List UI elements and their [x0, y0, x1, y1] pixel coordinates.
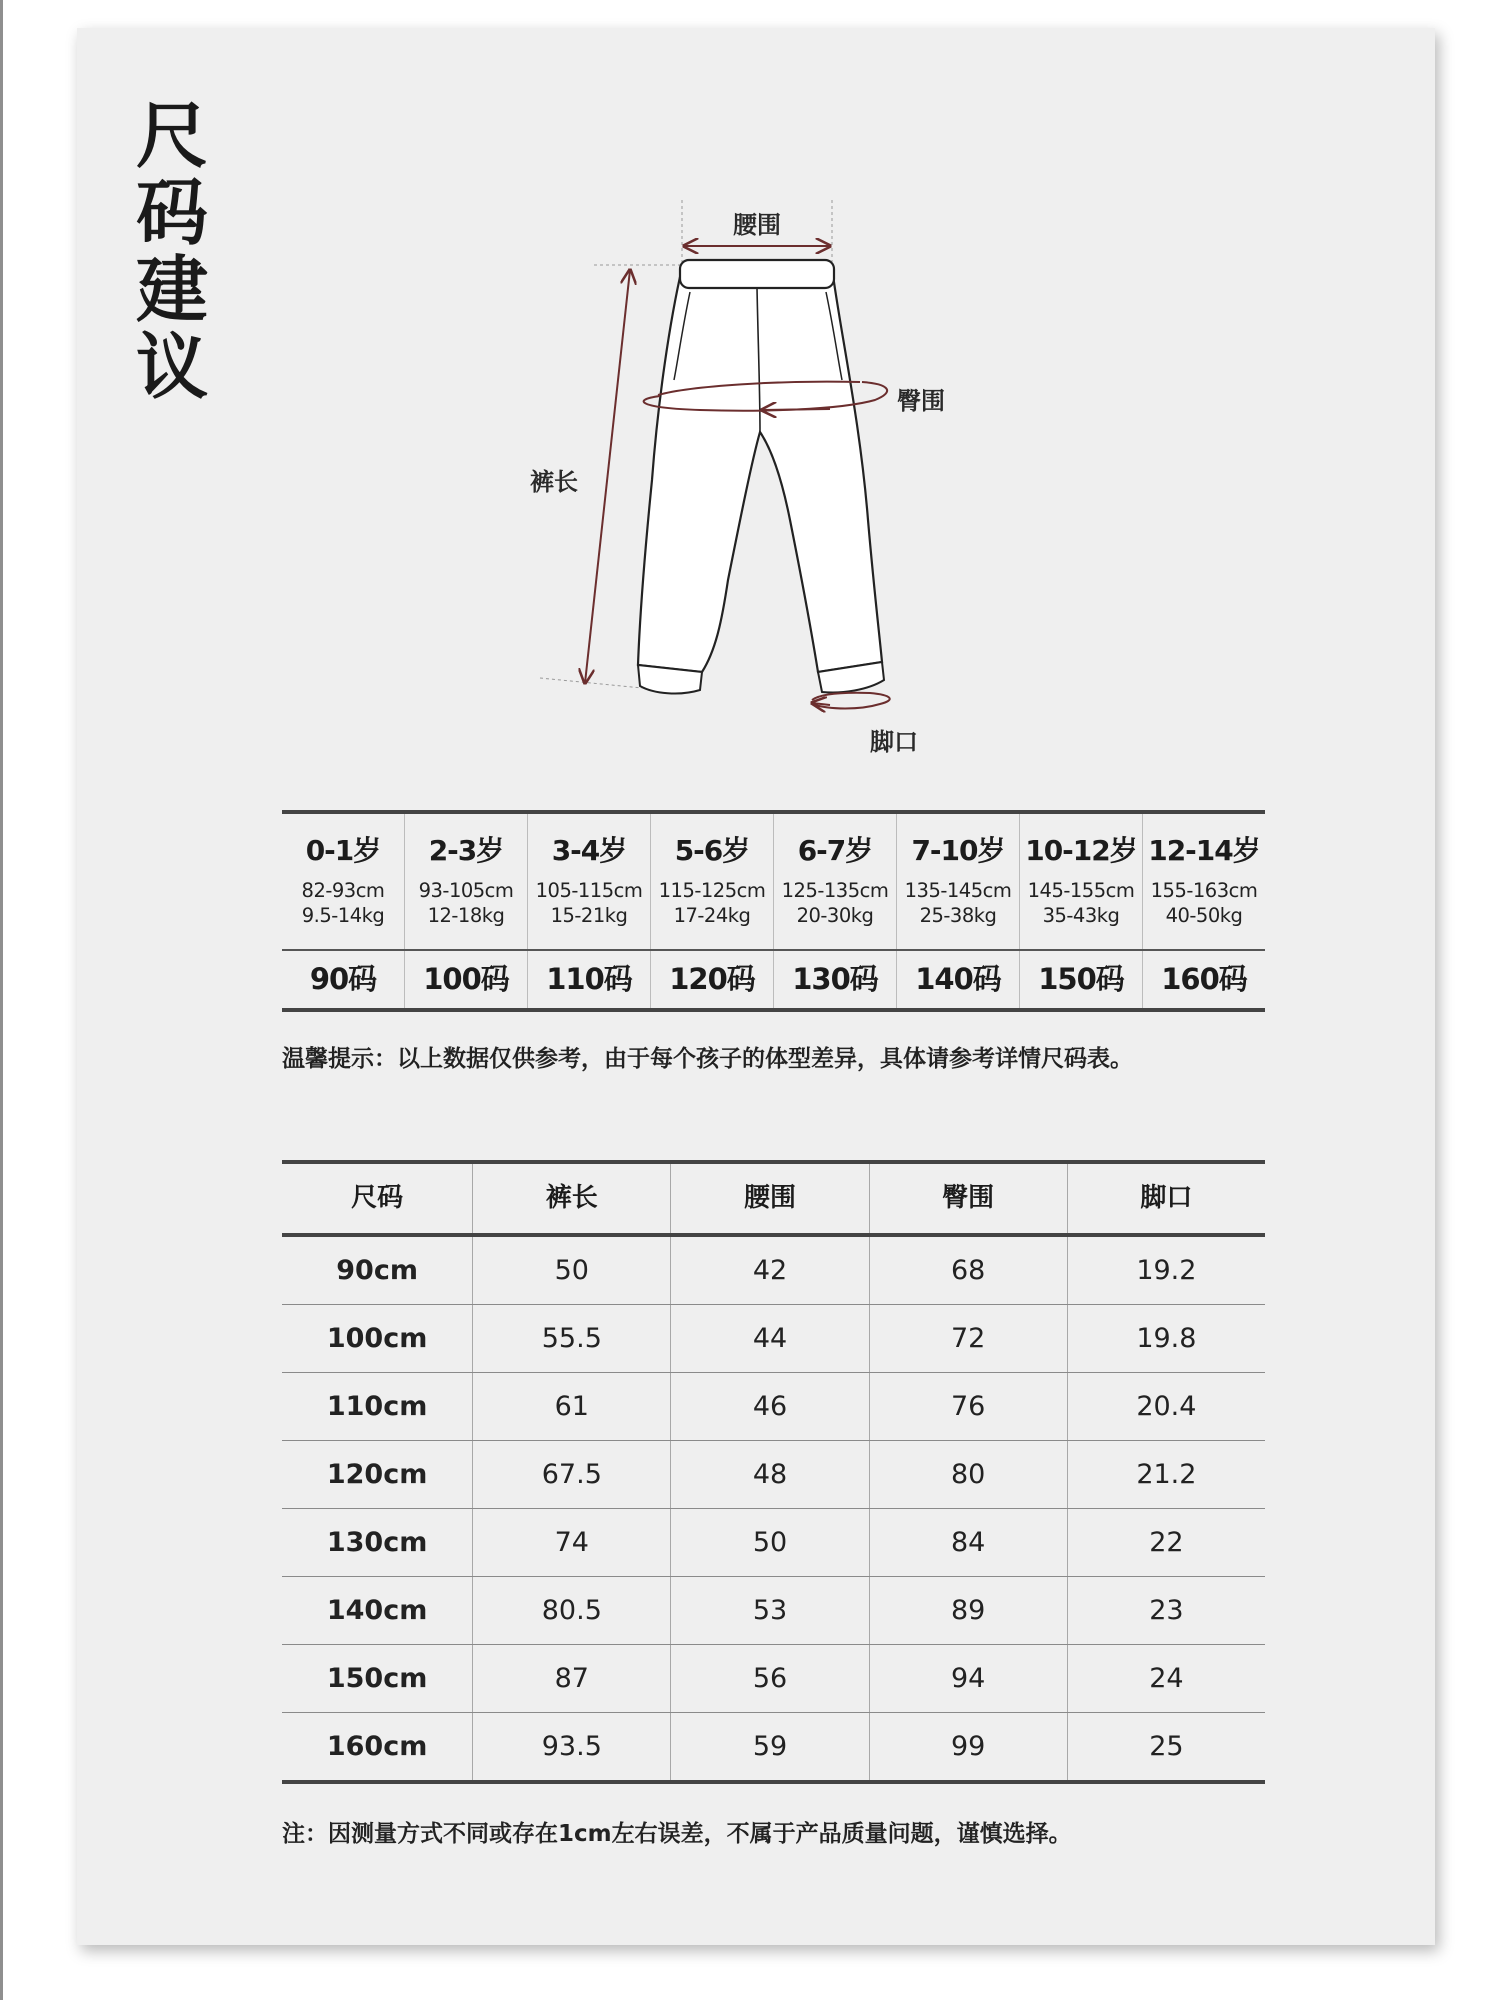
age-column: [773, 814, 896, 949]
size-cell: 130码: [773, 951, 896, 1008]
cuff-cell: 21.2: [1067, 1441, 1265, 1508]
age-label: 7-10岁: [911, 834, 1005, 867]
hip-cell: 89: [869, 1577, 1067, 1644]
waist-cell: 42: [670, 1237, 868, 1304]
waist-cell: 46: [670, 1373, 868, 1440]
header-hip: 臀围: [869, 1164, 1067, 1233]
size-cell: 150cm: [326, 1663, 428, 1694]
age-size-table: [282, 810, 1265, 1012]
height-range: 145-155cm: [1027, 879, 1135, 902]
size-cell: 100cm: [326, 1323, 428, 1354]
size-cell: 110cm: [326, 1391, 428, 1422]
cuff-ring: [812, 693, 890, 709]
height-range: 105-115cm: [535, 879, 643, 902]
age-column: [896, 814, 1019, 949]
height-range: 82-93cm: [301, 879, 385, 902]
length-cell: 50: [472, 1237, 670, 1304]
tip-text: 温馨提示：以上数据仅供参考，由于每个孩子的体型差异，具体请参考详情尺码表。: [282, 1046, 1133, 1072]
measurement-header-row: [282, 1164, 1265, 1233]
weight-range: 20-30kg: [796, 904, 874, 927]
hip-cell: 72: [869, 1305, 1067, 1372]
header-cuff: 脚口: [1067, 1164, 1265, 1233]
measurement-table: [282, 1160, 1265, 1784]
age-label: 0-1岁: [305, 834, 381, 867]
page-left-edge: [0, 0, 3, 2000]
age-column: [1142, 814, 1265, 949]
table-row: [282, 1373, 1265, 1441]
length-label: 裤长: [530, 468, 578, 496]
weight-range: 12-18kg: [427, 904, 505, 927]
age-label: 5-6岁: [674, 834, 750, 867]
header-length: 裤长: [472, 1164, 670, 1233]
title-char: 建: [136, 248, 209, 332]
size-cell: 160cm: [326, 1731, 428, 1762]
age-label: 6-7岁: [797, 834, 873, 867]
hip-cell: 99: [869, 1713, 1067, 1780]
hip-label: 臀围: [897, 387, 945, 415]
pants-outline: [638, 268, 882, 672]
cuff-cell: 19.8: [1067, 1305, 1265, 1372]
title-char: 码: [136, 171, 209, 255]
hip-cell: 94: [869, 1645, 1067, 1712]
table-row: [282, 1577, 1265, 1645]
hip-cell: 80: [869, 1441, 1067, 1508]
waist-cell: 48: [670, 1441, 868, 1508]
weight-range: 9.5-14kg: [301, 904, 385, 927]
cuff-cell: 24: [1067, 1645, 1265, 1712]
age-label: 3-4岁: [551, 834, 627, 867]
table-row: [282, 1645, 1265, 1713]
height-range: 155-163cm: [1150, 879, 1258, 902]
length-cell: 55.5: [472, 1305, 670, 1372]
waist-cell: 44: [670, 1305, 868, 1372]
size-row: [282, 951, 1265, 1008]
size-cell: 150码: [1019, 951, 1142, 1008]
table-row: [282, 1305, 1265, 1373]
title-char: 议: [136, 325, 209, 409]
length-cell: 61: [472, 1373, 670, 1440]
table-bottom-rule: [282, 1008, 1265, 1012]
age-label: 12-14岁: [1148, 834, 1260, 867]
age-header-row: [282, 814, 1265, 949]
size-cell: 140码: [896, 951, 1019, 1008]
waist-cell: 56: [670, 1645, 868, 1712]
cuff-cell: 22: [1067, 1509, 1265, 1576]
age-label: 10-12岁: [1025, 834, 1137, 867]
waist-label: 腰围: [733, 211, 781, 239]
size-cell: 90cm: [336, 1255, 418, 1286]
weight-range: 35-43kg: [1042, 904, 1120, 927]
hip-cell: 84: [869, 1509, 1067, 1576]
hip-arrow: [762, 409, 830, 410]
hip-cell: 68: [869, 1237, 1067, 1304]
height-range: 115-125cm: [658, 879, 766, 902]
waist-cell: 59: [670, 1713, 868, 1780]
length-arrow: [585, 270, 630, 683]
waistband: [680, 260, 834, 288]
hip-cell: 76: [869, 1373, 1067, 1440]
disclaimer-note: 注：因测量方式不同或存在1cm左右误差，不属于产品质量问题，谨慎选择。: [282, 1821, 1072, 1847]
weight-range: 40-50kg: [1165, 904, 1243, 927]
age-column: [404, 814, 527, 949]
age-column: [1019, 814, 1142, 949]
length-cell: 74: [472, 1509, 670, 1576]
size-cell: 90码: [309, 962, 377, 996]
weight-range: 25-38kg: [919, 904, 997, 927]
waist-cell: 50: [670, 1509, 868, 1576]
table-row: [282, 1441, 1265, 1509]
age-label: 2-3岁: [428, 834, 504, 867]
height-range: 135-145cm: [904, 879, 1012, 902]
length-guide-bottom: [540, 678, 642, 688]
cuff-label: 脚口: [870, 728, 918, 756]
cuff-cell: 23: [1067, 1577, 1265, 1644]
height-range: 125-135cm: [781, 879, 889, 902]
title-char: 尺: [136, 94, 209, 178]
length-cell: 67.5: [472, 1441, 670, 1508]
age-column: [282, 814, 404, 949]
size-cell: 110码: [527, 951, 650, 1008]
weight-range: 15-21kg: [550, 904, 628, 927]
waist-cell: 53: [670, 1577, 868, 1644]
cuff-cell: 19.2: [1067, 1237, 1265, 1304]
height-range: 93-105cm: [418, 879, 514, 902]
table-row: [282, 1237, 1265, 1305]
age-column: [527, 814, 650, 949]
length-cell: 93.5: [472, 1713, 670, 1780]
size-cell: 140cm: [326, 1595, 428, 1626]
table-row: [282, 1713, 1265, 1780]
cuff-cell: 20.4: [1067, 1373, 1265, 1440]
size-cell: 160码: [1142, 951, 1265, 1008]
size-cell: 100码: [404, 951, 527, 1008]
size-cell: 130cm: [326, 1527, 428, 1558]
size-cell: 120cm: [326, 1459, 428, 1490]
weight-range: 17-24kg: [673, 904, 751, 927]
age-column: [650, 814, 773, 949]
table-row: [282, 1509, 1265, 1577]
page-title: [136, 94, 216, 409]
size-cell: 120码: [650, 951, 773, 1008]
header-waist: 腰围: [670, 1164, 868, 1233]
pants-diagram: [520, 190, 940, 730]
length-cell: 87: [472, 1645, 670, 1712]
cuff-cell: 25: [1067, 1713, 1265, 1780]
header-size: 尺码: [351, 1183, 404, 1213]
table-bottom-rule: [282, 1780, 1265, 1784]
length-cell: 80.5: [472, 1577, 670, 1644]
